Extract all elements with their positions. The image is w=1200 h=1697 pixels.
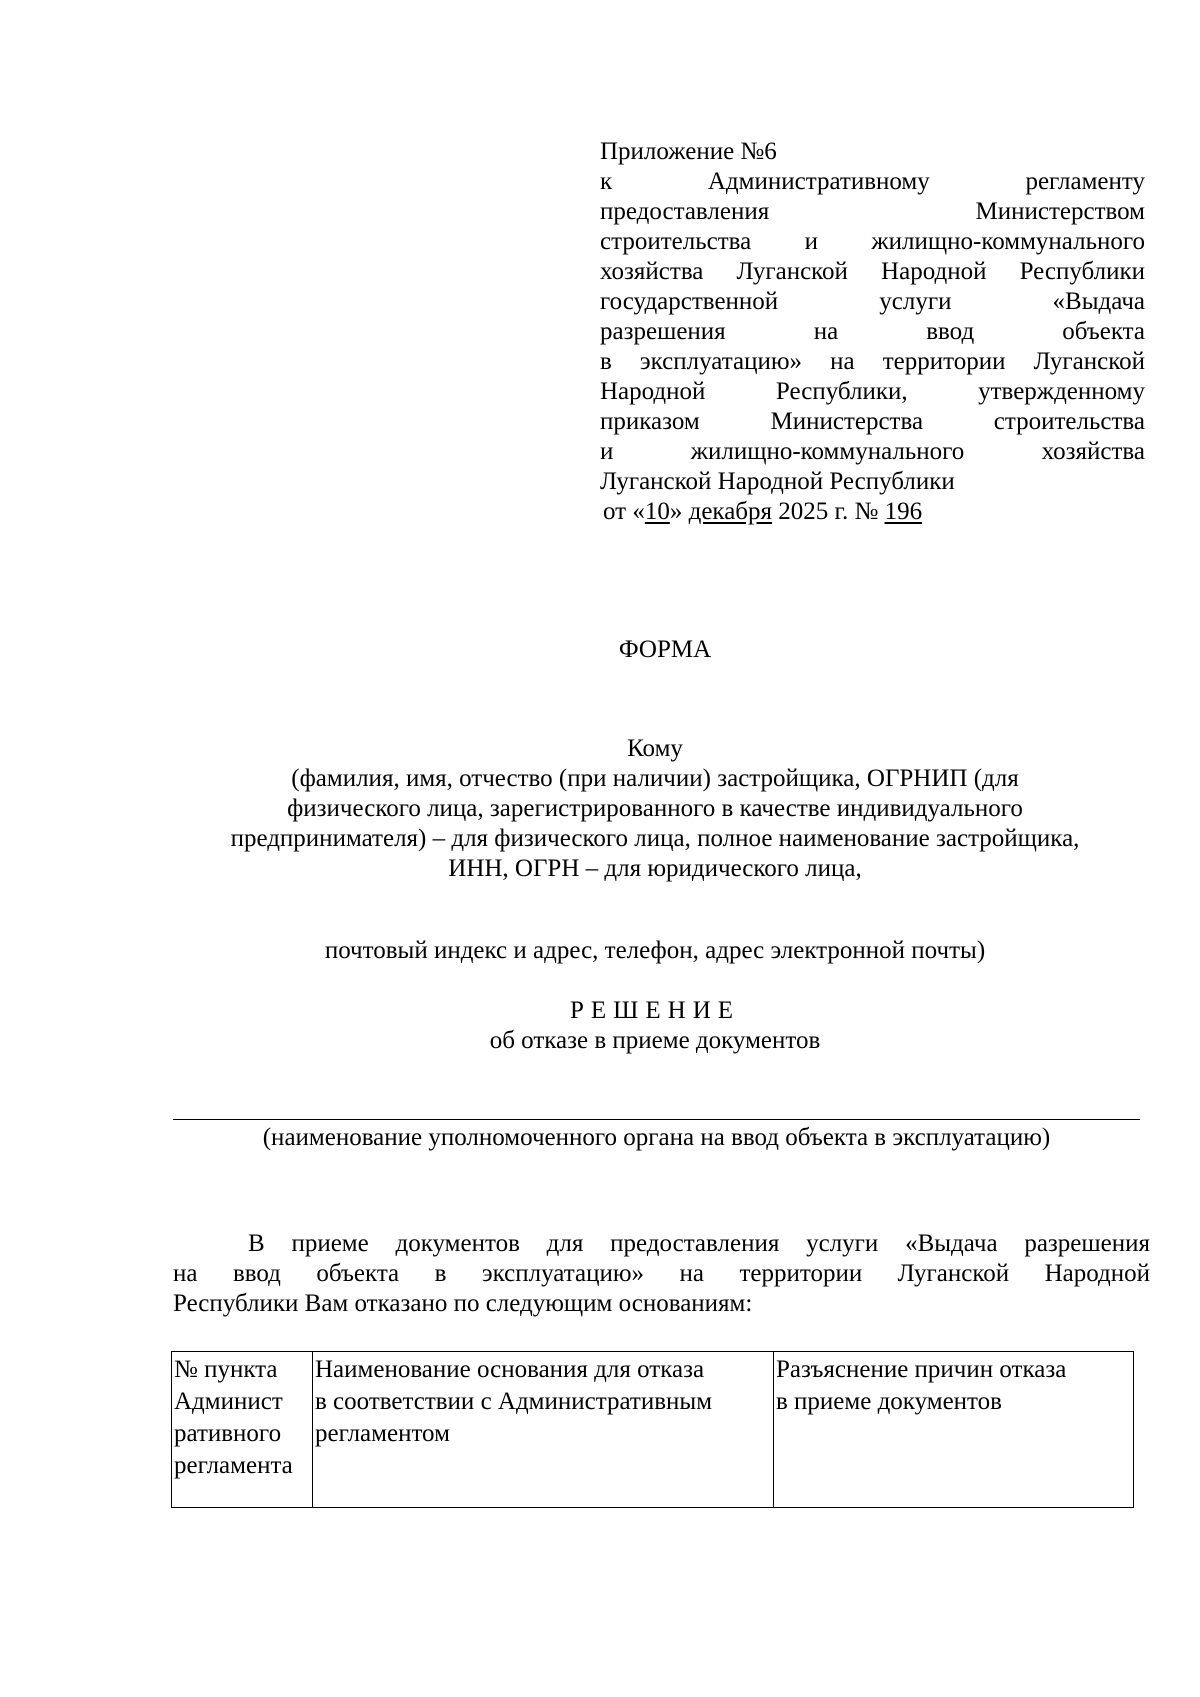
order-date	[600, 497, 1145, 527]
header-text: Наименование основания для отказа	[315, 1356, 705, 1383]
appendix-block	[600, 137, 1145, 527]
appendix-line: хозяйства Луганской Народной Республики	[600, 258, 1145, 285]
appendix-line: Луганской Народной Республики	[600, 468, 955, 495]
date-mid: »	[669, 498, 689, 525]
body-line: на ввод объекта в эксплуатацию» на территории Луганской Народной	[173, 1260, 1150, 1287]
recipient-hint-line: предпринимателя) – для физического лица, полное наименование застройщика,	[230, 825, 1080, 852]
header-text: регламента	[174, 1452, 293, 1479]
address-hint: почтовый индекс и адрес, телефон, адрес электронной почты)	[324, 937, 986, 964]
header-cell-explanation	[774, 1352, 1134, 1508]
form-label: ФОРМА	[618, 636, 712, 663]
organ-underline	[173, 1119, 1140, 1120]
header-text: Разъяснение причин отказа	[776, 1356, 1067, 1383]
date-month: декабря	[688, 498, 773, 525]
header-text: Админист	[174, 1388, 283, 1415]
appendix-line: приказом Министерства строительства	[600, 408, 1145, 435]
reasons-table	[171, 1351, 1134, 1508]
body-line: Республики Вам отказано по следующим основаниям:	[173, 1290, 753, 1317]
header-cell-reason-name	[313, 1352, 774, 1508]
header-text: в соответствии с Административным	[315, 1388, 713, 1415]
recipient-hint-line: (фамилия, имя, отчество (при наличии) застройщика, ОГРНИП (для	[291, 765, 1019, 792]
recipient-hint-line: ИНН, ОГРН – для юридического лица,	[448, 855, 862, 882]
header-text: ративного	[174, 1420, 282, 1447]
recipient-hint-line: физического лица, зарегистрированного в качестве индивидуального	[287, 795, 1023, 822]
recipient-to: Кому	[627, 735, 683, 762]
appendix-line: разрешения на ввод объекта	[600, 318, 1145, 345]
appendix-line: предоставления Министерством	[600, 198, 1145, 225]
header-text: в приеме документов	[776, 1388, 1002, 1415]
decision-title: РЕШЕНИЕ	[569, 997, 741, 1024]
appendix-title: Приложение №6	[600, 138, 777, 165]
appendix-line: к Административному регламенту	[600, 168, 1145, 195]
organ-hint: (наименование уполномоченного органа на ввод объекта в эксплуатацию)	[262, 1124, 1051, 1151]
order-number: 196	[884, 498, 923, 525]
appendix-line: государственной услуги «Выдача	[600, 288, 1145, 315]
header-text: № пункта	[174, 1356, 278, 1383]
header-text: регламентом	[315, 1420, 450, 1447]
body-paragraph	[173, 1229, 1150, 1319]
body-line: В приеме документов для предоставления услуги «Выдача разрешения	[248, 1230, 1150, 1257]
appendix-line: в эксплуатацию» на территории Луганской	[600, 348, 1145, 375]
appendix-line: строительства и жилищно-коммунального	[600, 228, 1145, 255]
header-cell-item-number	[172, 1352, 313, 1508]
decision-subtitle: об отказе в приеме документов	[489, 1027, 821, 1054]
date-prefix: от «	[603, 498, 645, 525]
date-year: 2025 г. №	[772, 498, 885, 525]
appendix-line: Народной Республики, утвержденному	[600, 378, 1145, 405]
table-header-row	[172, 1352, 1134, 1508]
recipient-block	[160, 734, 1150, 884]
date-day: 10	[644, 498, 670, 525]
appendix-line: и жилищно-коммунального хозяйства	[600, 438, 1145, 465]
